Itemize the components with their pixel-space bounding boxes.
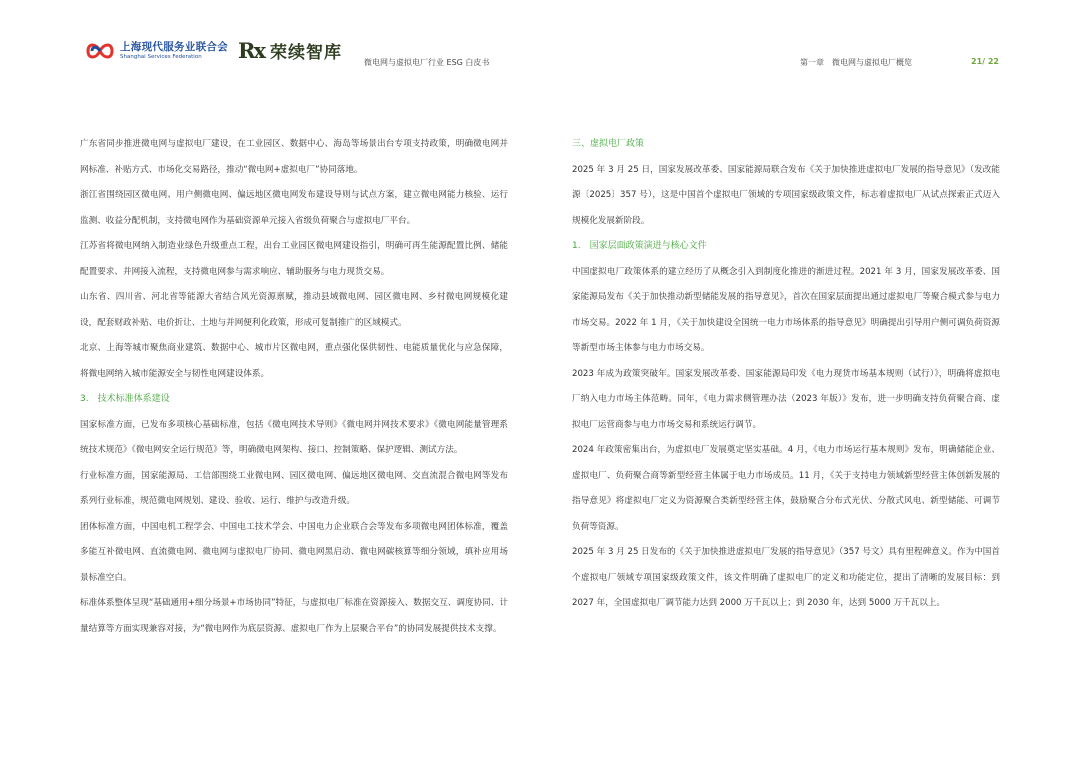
paragraph: 2023 年成为政策突破年。国家发展改革委、国家能源局印发《电力现货市场基本规则（试行）》，明确将虚拟电厂纳入电力市场主体范畴。同年，《电力需求侧管理办法（2023 年版）》发布，进一步明确支持负荷聚合商、虚拟电厂运营商参与电力市场交易和系统运行调节。: [572, 368, 1000, 430]
paragraph: 2025 年 3 月 25 日，国家发展改革委、国家能源局联合发布《关于加快推进虚拟电厂发展的指导意见》（发改能源〔2025〕357 号），这是中国首个虚拟电厂领域的专项国家级政策文件，标志着虚拟电厂从试点探索正式迈入规模化发展新阶段。: [572, 164, 1000, 226]
paragraph: 浙江省围绕园区微电网、用户侧微电网、偏远地区微电网发布建设导则与试点方案，建立微电网能力核验、运行监测、收益分配机制，支持微电网作为基础资源单元接入省级负荷聚合与虚拟电厂平台。: [80, 190, 508, 226]
org-name-en: Shanghai Services Federation: [120, 53, 202, 60]
paragraph: 标准体系整体呈现“基础通用+细分场景+市场协同”特征，与虚拟电厂标准在资源接入、数据交互、调度协同、计量结算等方面实现兼容对接，为“微电网作为底层资源、虚拟电厂作为上层聚合平台”的协同发展提供技术支撑。: [80, 598, 508, 634]
paragraph: 2025 年 3 月 25 日发布的《关于加快推进虚拟电厂发展的指导意见》（357 号文）具有里程碑意义。作为中国首个虚拟电厂领域专项国家级政策文件，该文件明确了虚拟电厂的定义和功能定位，提出了清晰的发展目标：到 2027 年，全国虚拟电厂调节能力达到 2000 万千瓦以上；到 2030 年，达到 5000 万千瓦以上。: [572, 547, 1000, 608]
paragraph: 广东省同步推进微电网与虚拟电厂建设，在工业园区、数据中心、海岛等场景出台专项支持政策，明确微电网并网标准、补贴方式、市场化交易路径，推动“微电网+虚拟电厂”协同落地。: [80, 139, 508, 175]
paragraph: 行业标准方面，国家能源局、工信部围绕工业微电网、园区微电网、偏远地区微电网、交直流混合微电网等发布系列行业标准，规范微电网规划、建设、验收、运行、维护与改造升级。: [80, 470, 508, 506]
chapter-title: 第一章 微电网与虚拟电厂概览: [800, 58, 912, 67]
paragraph: 北京、上海等城市聚焦商业建筑、数据中心、城市片区微电网，重点强化保供韧性、电能质量优化与应急保障，将微电网纳入城市能源安全与韧性电网建设体系。: [80, 343, 508, 379]
federation-logo-icon: [84, 40, 116, 62]
brand-logo: [238, 38, 342, 63]
paragraph: 江苏省将微电网纳入制造业绿色升级重点工程，出台工业园区微电网建设指引，明确可再生能源配置比例、储能配置要求、并网接入流程，支持微电网参与需求响应、辅助服务与电力现货交易。: [80, 241, 508, 277]
page-number: 21/ 22: [971, 57, 999, 66]
brand-name: 荣续智库: [269, 43, 342, 63]
right-column: [572, 132, 1000, 617]
paragraph: 国家标准方面，已发布多项核心基础标准，包括《微电网技术导则》《微电网并网技术要求》《微电网能量管理系统技术规范》《微电网安全运行规范》等，明确微电网架构、接口、控制策略、保护逻辑、测试方法。: [80, 419, 508, 455]
page-header: [0, 0, 1080, 80]
brand-mark: Rx: [238, 38, 264, 63]
federation-logo: [84, 40, 228, 62]
section-heading: 3. 技术标准体系建设: [80, 394, 170, 404]
section-heading: 三、虚拟电厂政策: [572, 139, 645, 149]
paragraph: 团体标准方面，中国电机工程学会、中国电工技术学会、中国电力企业联合会等发布多项微电网团体标准，覆盖多能互补微电网、直流微电网、微电网与虚拟电厂协同、微电网黑启动、微电网碳核算等细分领域，填补应用场景标准空白。: [80, 521, 508, 583]
paragraph: 2024 年政策密集出台，为虚拟电厂发展奠定坚实基础。4 月，《电力市场运行基本规则》发布，明确储能企业、虚拟电厂、负荷聚合商等新型经营主体属于电力市场成员。11 月，《关于支持电力领域新型经营主体创新发展的指导意见》将虚拟电厂定义为资源聚合类新型经营主体，鼓励聚合分布式光伏、分散式风电、新型储能、可调节负荷等资源。: [572, 445, 1000, 532]
document-title: 微电网与虚拟电厂行业 ESG 白皮书: [364, 58, 490, 67]
section-heading: 1. 国家层面政策演进与核心文件: [572, 241, 707, 251]
paragraph: 中国虚拟电厂政策体系的建立经历了从概念引入到制度化推进的渐进过程。2021 年 3 月，国家发展改革委、国家能源局发布《关于加快推动新型储能发展的指导意见》，首次在国家层面提出通过虚拟电厂等聚合模式参与电力市场交易。2022 年 1 月，《关于加快建设全国统一电力市场体系的指导意见》明确提出引导用户侧可调负荷资源等新型市场主体参与电力市场交易。: [572, 266, 1000, 353]
left-column: [80, 132, 508, 642]
org-name: 上海现代服务业联合会: [120, 41, 228, 53]
paragraph: 山东省、四川省、河北省等能源大省结合风光资源禀赋，推动县域微电网、园区微电网、乡村微电网规模化建设，配套财政补贴、电价折让、土地与并网便利化政策，形成可复制推广的区域模式。: [80, 292, 508, 328]
